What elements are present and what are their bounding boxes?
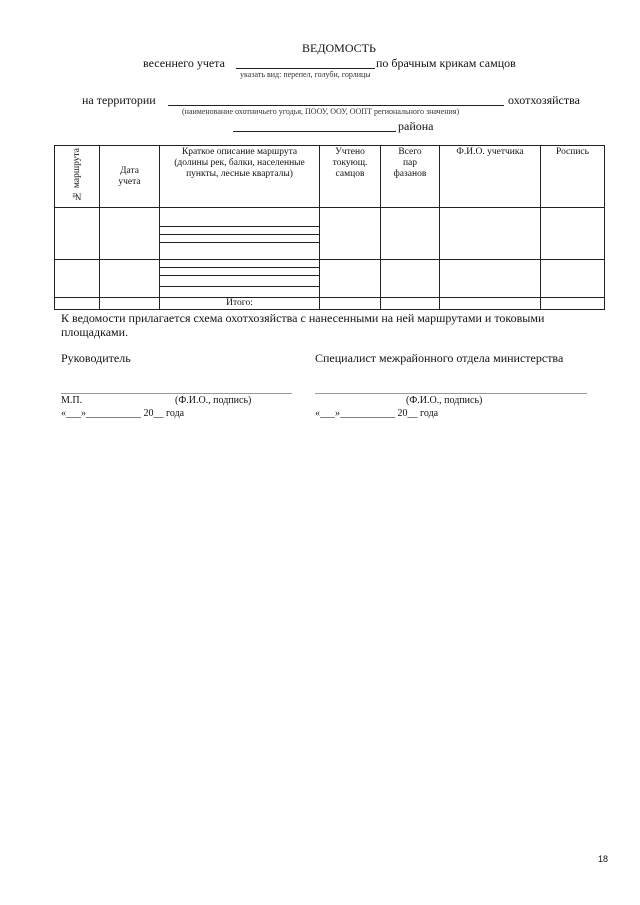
header-counted-males: Учтено токующ. самцов — [320, 146, 381, 208]
line2-right: охотхозяйства — [508, 93, 580, 107]
total-counted-males[interactable] — [320, 298, 381, 310]
attachment-note: К ведомости прилагается схема охотхозяйства с нанесенными на ней маршрутами и токовыми площадками. — [61, 311, 545, 339]
page-number: 18 — [598, 854, 609, 864]
description-subrows — [160, 260, 319, 294]
right-signature-line[interactable] — [315, 393, 587, 394]
header-counter-name: Ф.И.О. учетчика — [440, 146, 541, 208]
district-field-line[interactable] — [233, 131, 396, 132]
species-field-line[interactable] — [236, 68, 375, 69]
total-label: Итого: — [160, 298, 320, 310]
cell-signature[interactable] — [541, 208, 605, 260]
left-signature-line[interactable] — [61, 393, 292, 394]
table-row — [55, 260, 605, 298]
cell-route-number[interactable] — [55, 260, 100, 298]
cell-total-pairs[interactable] — [381, 208, 440, 260]
territory-hint: (наименование охотничьего угодья, ПООУ, ООУ, ООПТ регионального значения) — [182, 107, 460, 116]
cell-date[interactable] — [100, 260, 160, 298]
right-date-field[interactable]: «___»___________ 20__ года — [315, 408, 439, 419]
line1-left: весеннего учета — [143, 56, 225, 70]
stamp-label: М.П. — [61, 395, 83, 406]
header-route-number: № маршрута — [55, 146, 100, 208]
line1-right: по брачным крикам самцов — [376, 56, 516, 70]
table-total-row — [55, 298, 605, 310]
cell-counter-name[interactable] — [440, 208, 541, 260]
cell-date[interactable] — [100, 208, 160, 260]
right-signatory-title: Специалист межрайонного отдела министерства — [315, 351, 564, 365]
document-title: ВЕДОМОСТЬ — [302, 41, 376, 55]
line3-right: района — [398, 119, 434, 133]
species-hint: указать вид: перепел, голуби, горлицы — [240, 70, 371, 79]
cell-counted-males[interactable] — [320, 208, 381, 260]
cell-counted-males[interactable] — [320, 260, 381, 298]
left-date-field[interactable]: «___»___________ 20__ года — [61, 408, 185, 419]
header-total-pairs: Всего пар фазанов — [381, 146, 440, 208]
header-date: Дата учета — [100, 146, 160, 208]
census-table — [54, 145, 605, 310]
left-fio-label: (Ф.И.О., подпись) — [175, 395, 252, 406]
territory-field-line[interactable] — [168, 105, 504, 106]
cell-signature[interactable] — [541, 260, 605, 298]
cell-total-pairs[interactable] — [381, 260, 440, 298]
description-subrows — [160, 219, 319, 250]
cell-route-description[interactable] — [160, 260, 320, 298]
header-signature: Роспись — [541, 146, 605, 208]
right-fio-label: (Ф.И.О., подпись) — [406, 395, 483, 406]
cell-counter-name[interactable] — [440, 260, 541, 298]
header-route-description: Краткое описание маршрута (долины рек, балки, населенные пункты, лесные кварталы) — [160, 146, 320, 208]
table-row — [55, 208, 605, 260]
left-signatory-title: Руководитель — [61, 351, 131, 365]
total-pairs[interactable] — [381, 298, 440, 310]
line2-left: на территории — [82, 93, 156, 107]
cell-route-description[interactable] — [160, 208, 320, 260]
cell-route-number[interactable] — [55, 208, 100, 260]
